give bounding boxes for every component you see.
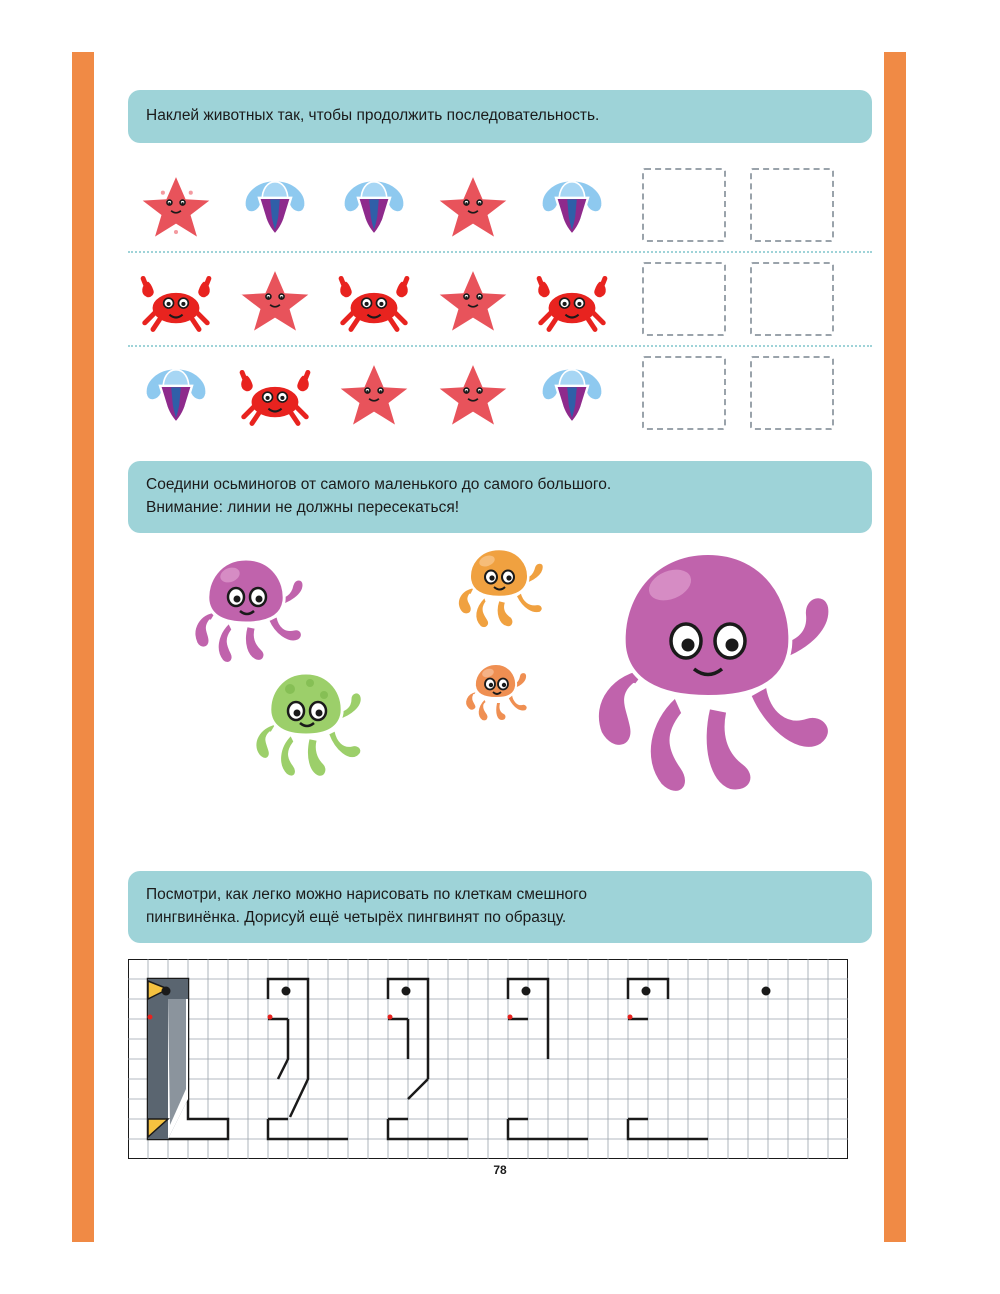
pattern-item-shell (128, 350, 223, 436)
octopus-green-medium[interactable] (240, 665, 380, 798)
penguin-step-2-eye (402, 987, 411, 996)
pattern-item-shell (326, 162, 421, 248)
pattern-sequence (128, 256, 620, 342)
starfish-icon (432, 262, 514, 336)
octopus-purple-large[interactable] (578, 537, 848, 828)
answer-sticker-slots (642, 356, 834, 430)
pattern-sequence (128, 162, 620, 248)
octopus-orange-tiny[interactable] (458, 659, 534, 736)
starfish-icon (135, 168, 217, 242)
sticker-slot[interactable] (642, 262, 726, 336)
penguin-step-3-eye (522, 987, 531, 996)
pattern-item-shell (525, 162, 620, 248)
pattern-sequence (128, 350, 620, 436)
shell-icon (235, 168, 315, 242)
task3-instruction-line1: Посмотри, как легко можно нарисовать по клеткам смешного (146, 886, 588, 904)
pattern-item-starfish (426, 256, 521, 342)
pattern-item-crab (128, 256, 223, 342)
penguin-step-4-eye (642, 987, 651, 996)
pattern-item-starfish (426, 162, 521, 248)
sticker-slot[interactable] (750, 168, 834, 242)
pattern-row (128, 159, 872, 251)
penguin-step-5-eye (762, 987, 771, 996)
octopus-icon (446, 543, 554, 639)
answer-sticker-slots (642, 168, 834, 242)
pattern-item-crab (326, 256, 421, 342)
starfish-icon (432, 168, 514, 242)
starfish-icon (234, 262, 316, 336)
crab-icon (331, 262, 417, 336)
shell-icon (136, 356, 216, 430)
starfish-icon (333, 356, 415, 430)
sticker-slot[interactable] (642, 356, 726, 430)
crab-icon (232, 356, 318, 430)
page-border-right (884, 52, 906, 1242)
task2-instruction (128, 461, 872, 533)
task1-instruction: Наклей животных так, чтобы продолжить последовательность. (128, 90, 872, 143)
penguin-step-3-dot (508, 1015, 513, 1020)
pattern-item-crab (227, 350, 322, 436)
pattern-item-starfish (227, 256, 322, 342)
sticker-slot[interactable] (750, 262, 834, 336)
task2-instruction-line2: Внимание: линии не должны пересекаться! (146, 498, 460, 516)
penguin-step-2-dot (388, 1015, 393, 1020)
pattern-item-starfish (128, 162, 223, 248)
task1-pattern-block (128, 159, 872, 439)
shell-icon (532, 168, 612, 242)
pattern-item-shell (525, 350, 620, 436)
task3-instruction (128, 871, 872, 943)
penguin-grid (128, 959, 848, 1159)
octopus-icon (458, 659, 534, 731)
crab-icon (529, 262, 615, 336)
octopus-icon (578, 537, 848, 823)
pattern-item-shell (227, 162, 322, 248)
penguin-step-1-dot (268, 1015, 273, 1020)
sticker-slot[interactable] (642, 168, 726, 242)
task3-grid-area[interactable] (128, 959, 872, 1159)
octopus-icon (176, 551, 326, 681)
pattern-item-crab (525, 256, 620, 342)
crab-icon (133, 262, 219, 336)
pattern-item-starfish (426, 350, 521, 436)
shell-icon (532, 356, 612, 430)
pattern-row (128, 345, 872, 439)
worksheet-content (128, 90, 872, 1159)
octopus-orange-small[interactable] (446, 543, 554, 644)
penguin-step-1-eye (282, 987, 291, 996)
penguin-step-4-dot (628, 1015, 633, 1020)
page-border-left (72, 52, 94, 1242)
task2-instruction-line1: Соедини осьминогов от самого маленького до самого большого. (146, 476, 612, 494)
shell-icon (334, 168, 414, 242)
sticker-slot[interactable] (750, 356, 834, 430)
pattern-item-starfish (326, 350, 421, 436)
answer-sticker-slots (642, 262, 834, 336)
task3-instruction-line2: пингвинёнка. Дорисуй ещё четырёх пингвинят по образцу. (146, 908, 567, 926)
pattern-row (128, 251, 872, 345)
octopus-icon (240, 665, 380, 793)
starfish-icon (432, 356, 514, 430)
page-number: 78 (493, 1163, 507, 1177)
task2-octopus-area (128, 537, 872, 867)
